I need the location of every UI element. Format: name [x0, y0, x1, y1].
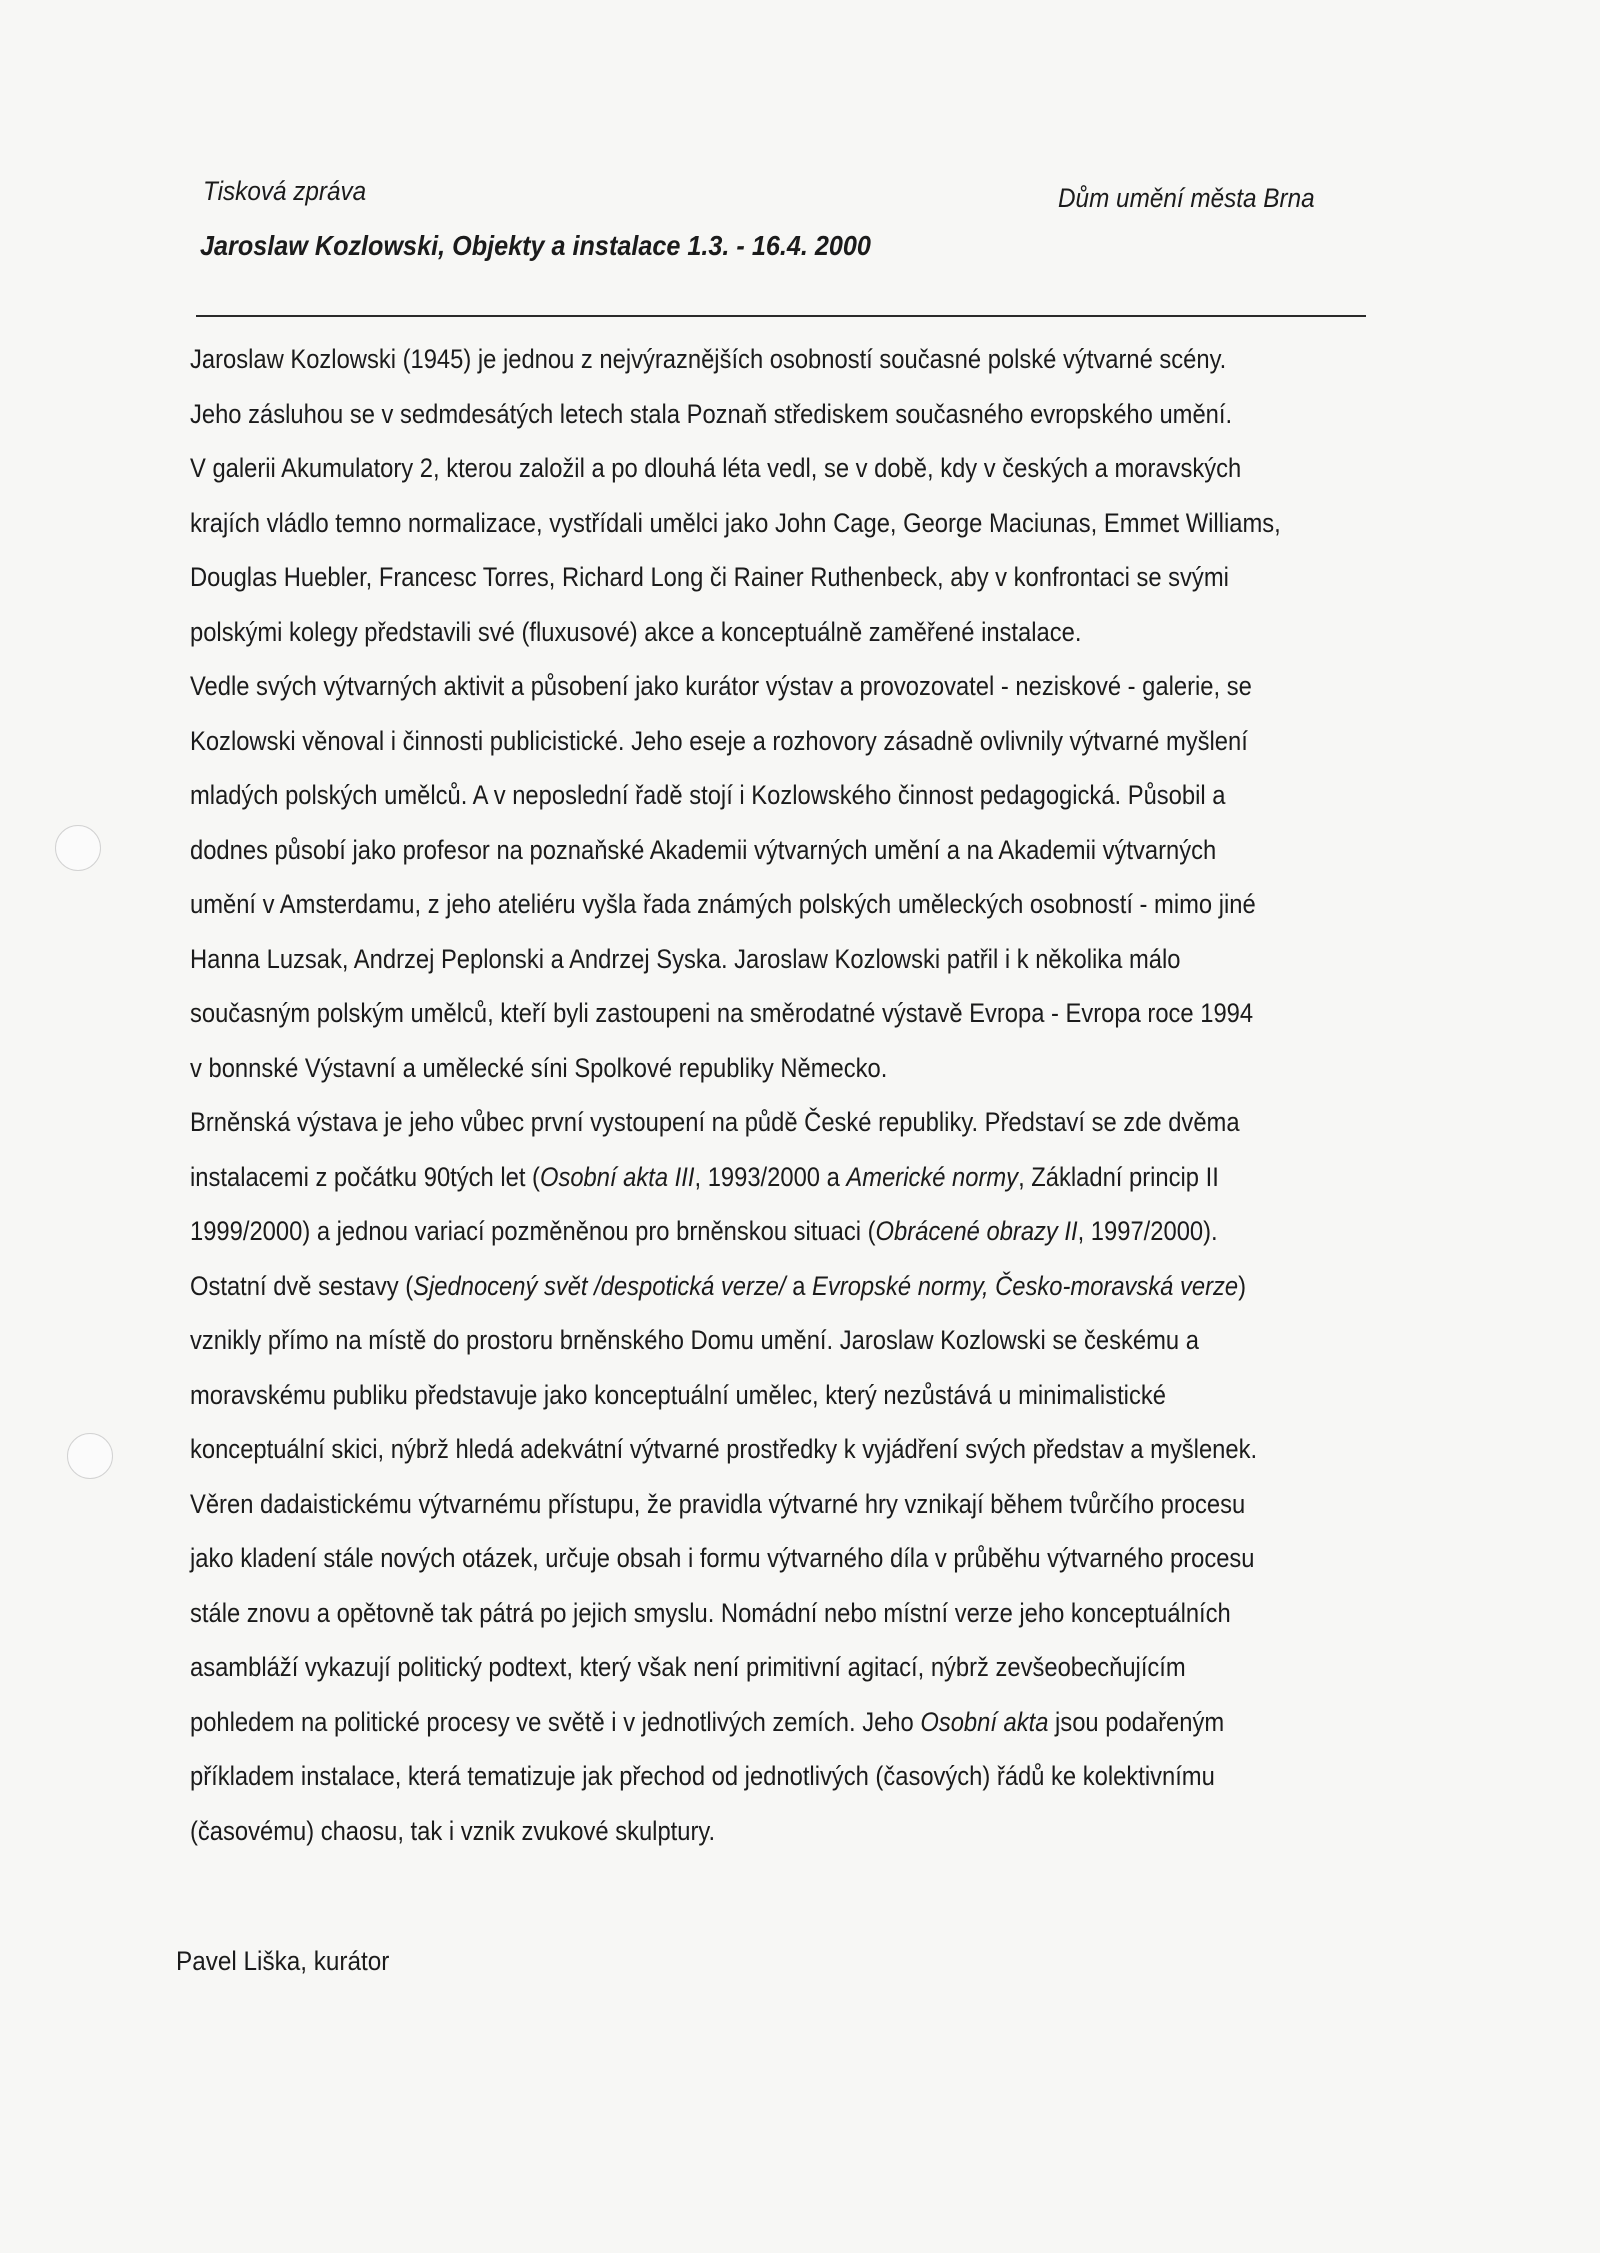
curator-signature: Pavel Liška, kurátor — [176, 1946, 390, 1976]
body-text-segment: pohledem na politické procesy ve světě i v jednotlivých zemích. Jeho — [190, 1706, 921, 1737]
body-line — [190, 1804, 1228, 1859]
body-text-segment: , 1997/2000). — [1077, 1216, 1218, 1246]
body-text-segment: Kozlowski věnoval i činnosti publicistické. Jeho eseje a rozhovory zásadně ovlivnily výtvarné myšlení — [190, 725, 1248, 756]
body-line — [190, 496, 1281, 551]
body-text-segment: Ostatní dvě sestavy ( — [190, 1270, 414, 1301]
body-text-segment: moravskému publiku představuje jako konceptuální umělec, který nezůstává u minimalistické — [190, 1379, 1166, 1410]
body-line — [190, 441, 1242, 496]
body-line — [190, 1422, 1258, 1477]
press-release-body — [190, 332, 1370, 1858]
body-line — [190, 1041, 1228, 1096]
body-text-segment: Vedle svých výtvarných aktivit a působení jako kurátor výstav a provozovatel - neziskové - galerie, se — [190, 671, 1252, 701]
body-text-segment: jako kladení stále nových otázek, určuje obsah i formu výtvarného díla v průběhu výtvarného procesu — [190, 1543, 1255, 1573]
body-text-segment: asambláží vykazují politický podtext, který však není primitivní agitací, nýbrž zevšeobecňujícím — [190, 1652, 1186, 1682]
body-line — [190, 1150, 1228, 1205]
body-line — [190, 1531, 1255, 1586]
italic-work-title: Evropské normy, Česko-moravská verze — [812, 1270, 1239, 1301]
body-text-segment: Věren dadaistickému výtvarnému přístupu, že pravidla výtvarné hry vznikají během tvůrčího procesu — [190, 1488, 1246, 1519]
body-text-segment: 1999/2000) a jednou variací pozměněnou pro brněnskou situaci ( — [190, 1216, 876, 1246]
body-line — [190, 714, 1248, 769]
body-line — [190, 1695, 1228, 1750]
body-text-segment: dodnes působí jako profesor na poznaňské Akademii výtvarných umění a na Akademii výtvarných — [190, 834, 1217, 865]
body-line — [190, 1749, 1228, 1804]
body-text-segment: instalacemi z počátku 90tých let ( — [190, 1161, 540, 1192]
body-line — [190, 877, 1256, 932]
punch-hole-mark — [67, 1433, 113, 1479]
body-text-segment: vznikly přímo na místě do prostoru brněnského Domu umění. Jaroslaw Kozlowski se českému a — [190, 1325, 1199, 1355]
body-line — [190, 768, 1228, 823]
institution-name: Dům umění města Brna — [1058, 183, 1315, 213]
body-line — [190, 932, 1228, 987]
italic-work-title: Osobní akta III — [539, 1161, 695, 1192]
header-divider — [196, 315, 1366, 317]
body-text-segment: a — [785, 1270, 813, 1301]
body-text-segment: jsou podařeným — [1048, 1706, 1225, 1737]
body-text-segment: mladých polských umělců. A v neposlední řadě stojí i Kozlowského činnost pedagogická. Působil a — [190, 780, 1226, 810]
body-line — [190, 1259, 1247, 1314]
body-text-segment: příkladem instalace, která tematizuje jak přechod od jednotlivých (časových) řádů ke kolektivnímu — [190, 1761, 1215, 1791]
body-line — [190, 550, 1228, 605]
body-text-segment: polskými kolegy představili své (fluxusové) akce a konceptuálně zaměřené instalace. — [190, 616, 1082, 647]
italic-work-title: Sjednocený svět /despotická verze/ — [413, 1270, 786, 1301]
punch-hole-mark — [55, 825, 101, 871]
body-text-segment: (časovému) chaosu, tak i vznik zvukové skulptury. — [190, 1815, 716, 1846]
body-text-segment: ) — [1238, 1270, 1247, 1301]
body-line — [190, 1368, 1228, 1423]
body-line — [190, 1204, 1228, 1259]
body-line — [190, 605, 1228, 660]
body-line — [190, 1477, 1246, 1532]
body-text-segment: Hanna Luzsak, Andrzej Peplonski a Andrzej Syska. Jaroslaw Kozlowski patřil i k několika málo — [190, 943, 1181, 974]
body-line — [190, 823, 1228, 878]
exhibition-title: Jaroslaw Kozlowski, Objekty a instalace 1.3. - 16.4. 2000 — [200, 230, 871, 261]
body-text-segment: současným polským umělců, kteří byli zastoupeni na směrodatné výstavě Evropa - Evropa roce 1994 — [190, 998, 1254, 1028]
body-text-segment: Brněnská výstava je jeho vůbec první vystoupení na půdě České republiky. Představí se zde dvěma — [190, 1107, 1240, 1137]
body-text-segment: stále znovu a opětovně tak pátrá po jejich smyslu. Nomádní nebo místní verze jeho konceptuálních — [190, 1597, 1231, 1628]
body-text-segment: V galerii Akumulatory 2, kterou založil a po dlouhá léta vedl, se v době, kdy v českých a moravských — [190, 453, 1242, 483]
body-text-segment: Jaroslaw Kozlowski (1945) je jednou z nejvýraznějších osobností současné polské výtvarné scény. — [190, 344, 1227, 374]
body-text-segment: , Základní princip II — [1018, 1161, 1219, 1192]
body-line — [190, 1586, 1231, 1641]
body-text-segment: konceptuální skici, nýbrž hledá adekvátní výtvarné prostředky k vyjádření svých představ a myšlenek. — [190, 1434, 1258, 1464]
italic-work-title: Obrácené obrazy II — [875, 1216, 1078, 1246]
body-text-segment: v bonnské Výstavní a umělecké síni Spolkové republiky Německo. — [190, 1052, 888, 1083]
italic-work-title: Osobní akta — [920, 1706, 1049, 1737]
document-type-label: Tisková zpráva — [203, 176, 367, 206]
body-line — [190, 659, 1252, 714]
body-line — [190, 986, 1254, 1041]
body-line — [190, 332, 1228, 387]
body-text-segment: Douglas Huebler, Francesc Torres, Richard Long či Rainer Ruthenbeck, aby v konfrontaci se svými — [190, 562, 1229, 592]
italic-work-title: Americké normy — [846, 1161, 1019, 1192]
body-line — [190, 1313, 1228, 1368]
body-line — [190, 387, 1233, 442]
body-text-segment: krajích vládlo temno normalizace, vystřídali umělci jako John Cage, George Maciunas, Emmet Williams, — [190, 507, 1281, 538]
body-line — [190, 1640, 1228, 1695]
body-text-segment: umění v Amsterdamu, z jeho ateliéru vyšla řada známých polských uměleckých osobností - mimo jiné — [190, 889, 1256, 919]
body-text-segment: , 1993/2000 a — [694, 1161, 847, 1192]
body-text-segment: Jeho zásluhou se v sedmdesátých letech stala Poznaň střediskem současného evropského umění. — [190, 398, 1233, 429]
body-line — [190, 1095, 1240, 1150]
